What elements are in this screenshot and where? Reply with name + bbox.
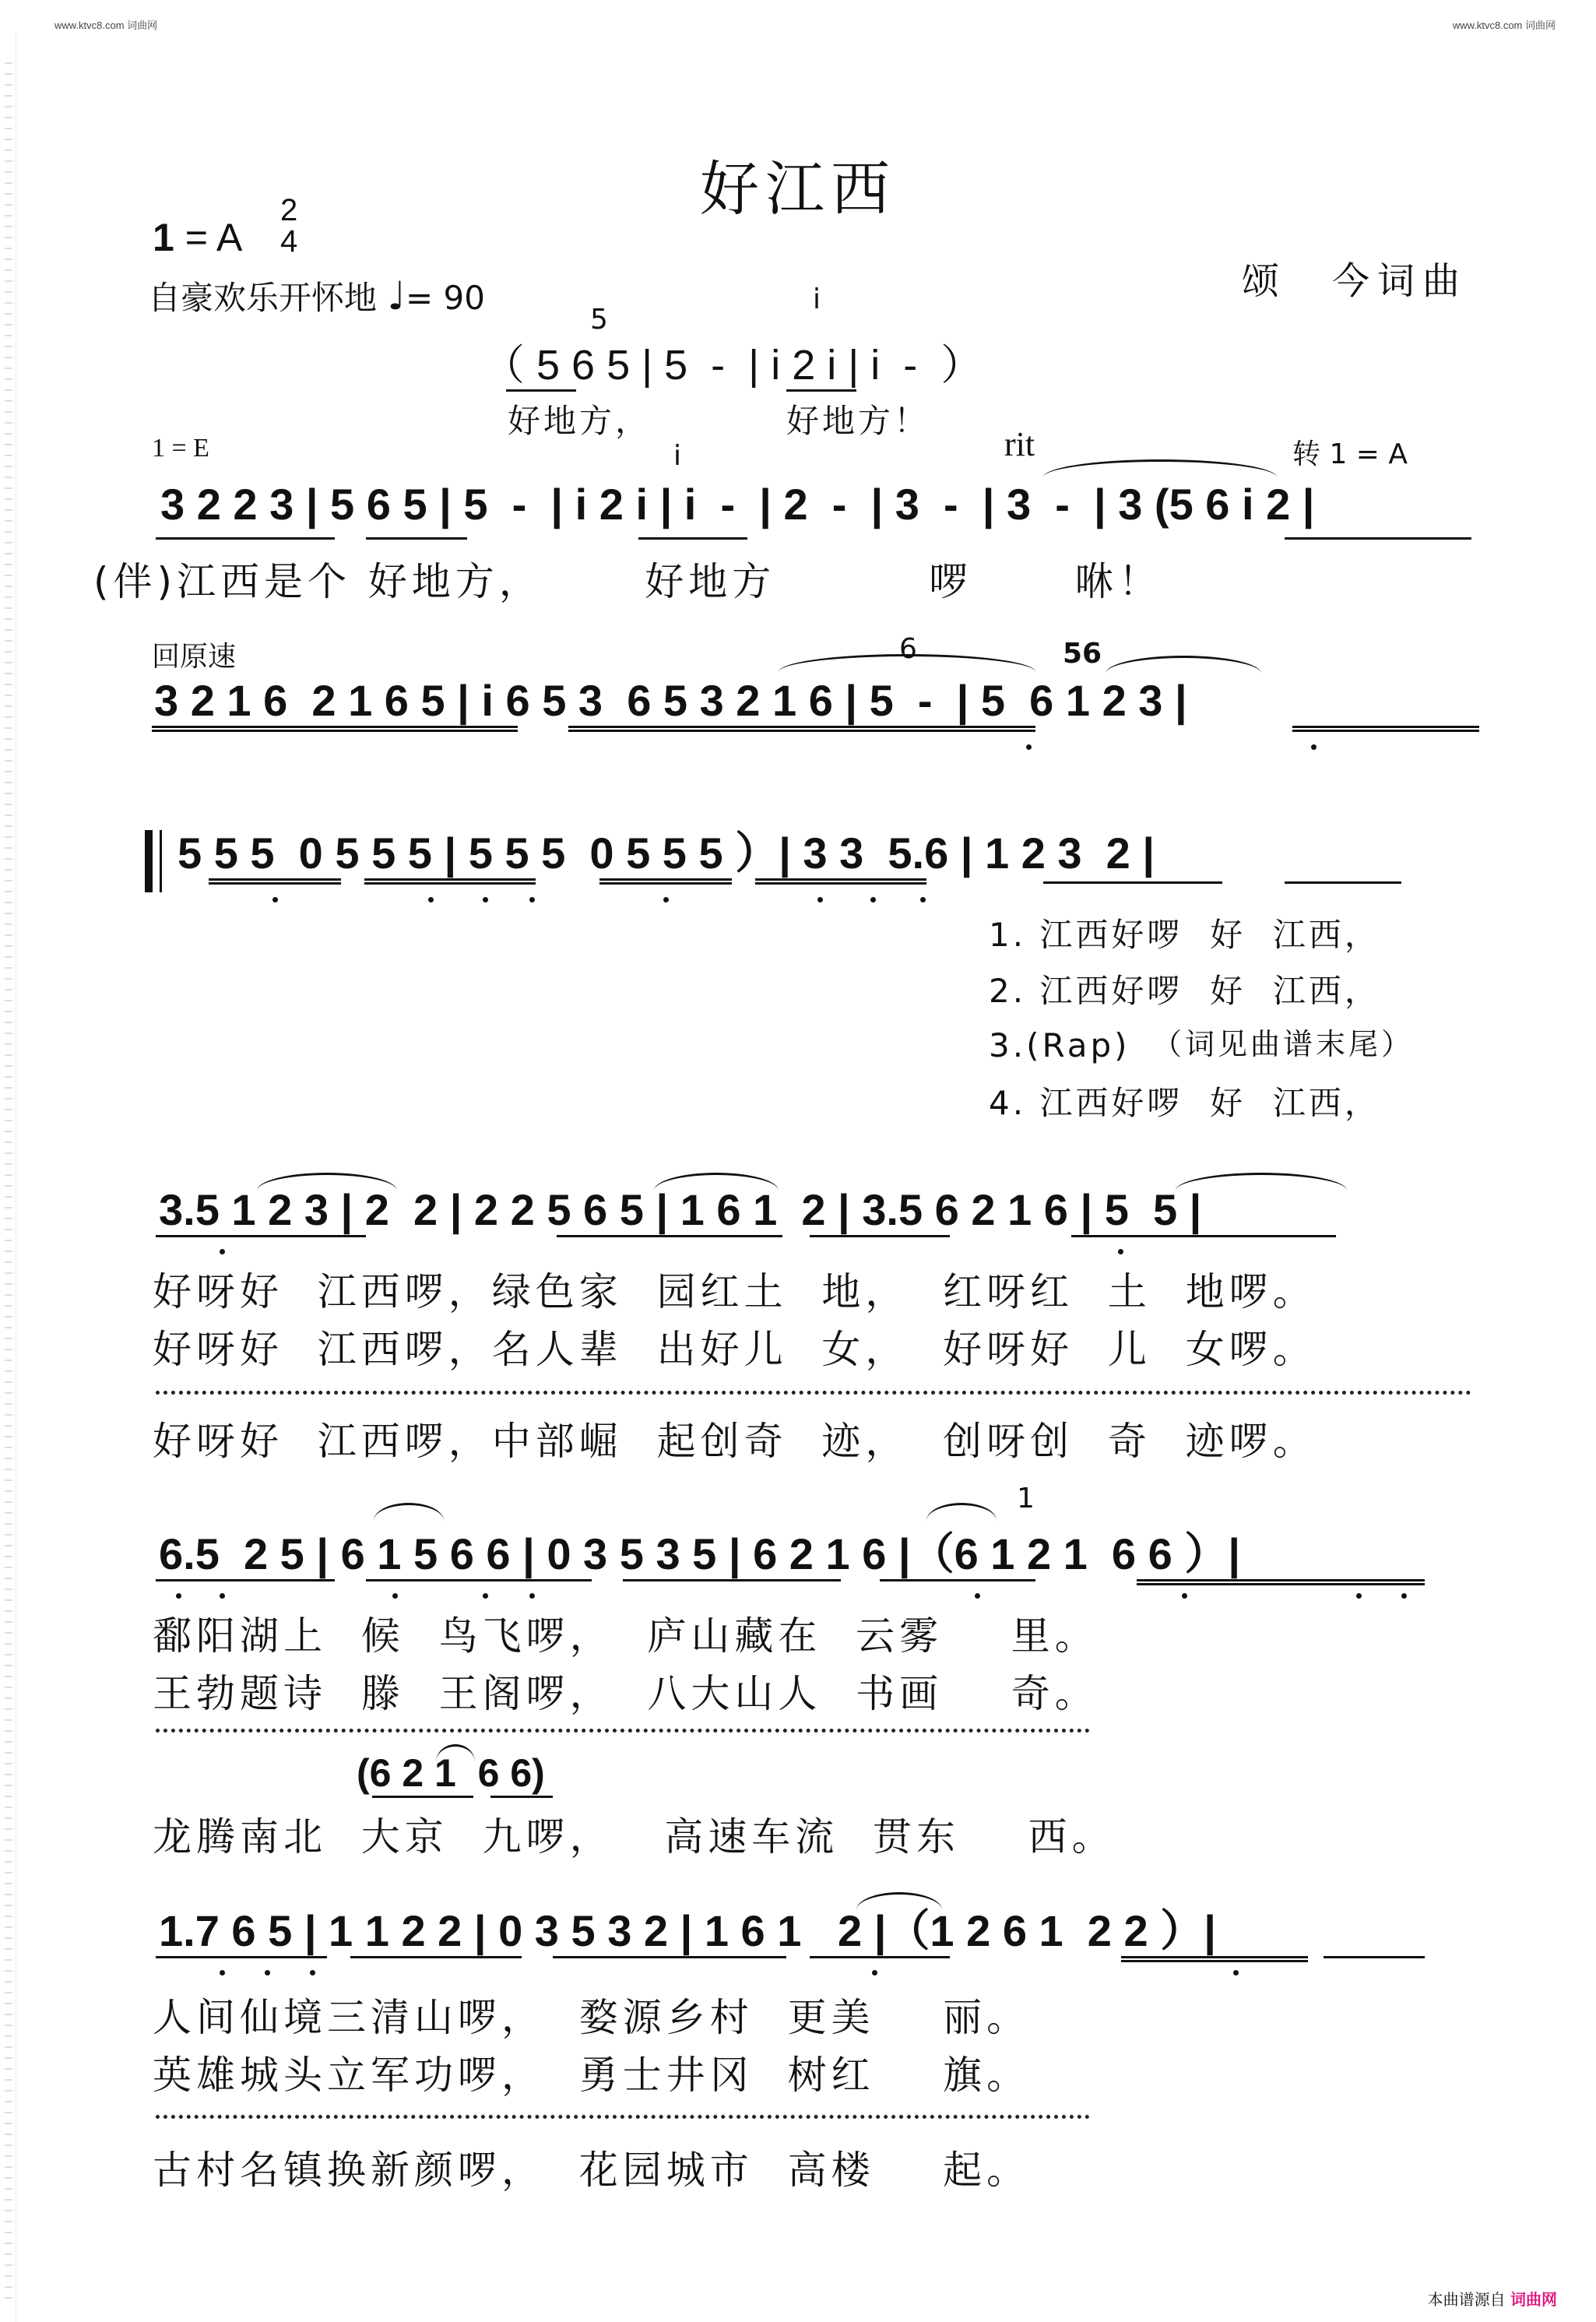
lyric-5-1: 好呀好 江西啰，绿色家 园红土 地， 红呀红 土 地啰。: [153, 1269, 1317, 1314]
low-octave-dot: [1233, 1970, 1239, 1975]
low-octave-dot: [176, 1593, 181, 1599]
low-octave-dot: [310, 1970, 315, 1975]
beam: [810, 1235, 950, 1237]
lyrics-6-1: [0, 1613, 1596, 1663]
low-octave-dot: [529, 897, 535, 902]
low-octave-dot: [975, 1593, 980, 1599]
lyric-7-1: 人间仙境三清山啰， 婺源乡村 更美 丽。: [153, 1995, 1031, 2040]
rap-note: （词见曲谱末尾）: [1152, 1027, 1415, 1061]
notes-line-7: 1.7 6 5 | 1 1 2 2 | 0 3 5 3 2 | 1 6 1 2 |（1 2 6 1 2 2 ）|: [159, 1906, 1216, 1955]
beam: [366, 1579, 592, 1581]
staff-6: [0, 1529, 1596, 1595]
double-beam: [1137, 1579, 1425, 1585]
low-octave-dot: [272, 897, 278, 902]
low-octave-dot: [1311, 744, 1317, 750]
beam: [557, 1235, 782, 1237]
key-change-e: 1 = E: [152, 434, 209, 463]
time-bottom: 4: [280, 224, 298, 259]
site-watermark-left[interactable]: www.ktvc8.com 词曲网: [54, 19, 158, 31]
notes-line-4: 5 5 5 0 5 5 5 | 5 5 5 0 5 5 5 ）| 3 3 5.6 | 1 2 3 2 |: [178, 829, 1155, 878]
verse-3-lyric: 3.(Rap): [989, 1026, 1130, 1064]
tempo-marking: [148, 273, 485, 319]
beam: [553, 1956, 786, 1958]
intro-notes: （ 5 6 5 | 5 - | i 2 i | i - ）: [483, 342, 983, 389]
time-signature: [280, 195, 297, 257]
low-octave-dot: [870, 897, 876, 902]
staff-4: [0, 829, 1596, 894]
beam: [1285, 537, 1471, 540]
notes-line-5: 3.5 1 2 3 | 2 2 | 2 2 5 6 5 | 1 6 1 2 | 3.5 6 2 1 6 | 5 5 |: [159, 1185, 1202, 1234]
site-watermark-right[interactable]: www.ktvc8.com 词曲网: [1452, 19, 1556, 31]
verse-4-lyric: 4. 江西好啰 好 江西，: [989, 1084, 1380, 1122]
lyrics-6-2: [0, 1671, 1596, 1721]
beam: [372, 1796, 473, 1798]
verse-1-lyric: 1. 江西好啰 好 江西，: [989, 916, 1380, 954]
low-octave-dot: [392, 1593, 398, 1599]
verse-1: [0, 916, 1596, 966]
lyrics-5-2: [0, 1327, 1596, 1377]
lyric-7-2: 英雄城头立军功啰， 勇士井冈 树红 旗。: [153, 2053, 1031, 2098]
staff-7: [0, 1906, 1596, 1972]
low-octave-dot: [1026, 744, 1032, 750]
beam: [880, 1579, 1035, 1581]
key-value: = A: [174, 216, 243, 259]
tempo-value: = 90: [405, 279, 485, 317]
lyric-5-2: 好呀好 江西啰，名人辈 出好儿 女， 好呀好 儿 女啰。: [153, 1327, 1317, 1372]
beam: [1043, 881, 1222, 884]
lyric-intro-a: 好地方，: [508, 402, 652, 440]
low-octave-dot: [872, 1970, 877, 1975]
grace-note: 1: [1017, 1483, 1035, 1515]
beam: [786, 389, 856, 392]
beam: [156, 537, 335, 540]
lyrics-line-2: [0, 559, 1596, 609]
double-beam: [364, 878, 536, 885]
staff-2: [0, 480, 1596, 545]
beam: [490, 1796, 553, 1798]
dotted-separator: [156, 2115, 1090, 2119]
rit-marking: rit: [1004, 425, 1035, 463]
beam: [156, 1579, 335, 1581]
lyrics-7-1: [0, 1995, 1596, 2045]
lyric-intro-b: 好地方！: [786, 402, 930, 440]
lyrics-7-3: [0, 2148, 1596, 2197]
beam: [638, 537, 747, 540]
low-octave-dot: [663, 897, 669, 902]
beam: [156, 1956, 327, 1958]
lyric-6-2: 王勃题诗 滕 王阁啰， 八大山人 书画 奇。: [153, 1671, 1099, 1716]
tempo-back-marking: 回原速: [152, 641, 237, 673]
dotted-separator: [156, 1391, 1471, 1395]
low-octave-dot: [1401, 1593, 1407, 1599]
beam: [506, 389, 576, 392]
double-beam: [755, 878, 926, 885]
composer-credit: 颂 今词曲: [1242, 259, 1468, 303]
low-octave-dot: [920, 897, 926, 902]
source-brand-link[interactable]: 词曲网: [1510, 2290, 1557, 2309]
notes-line-6: 6.5 2 5 | 6 1 5 6 6 | 0 3 5 3 5 | 6 2 1 6 |（6 1 2 1 6 6 ）|: [159, 1529, 1241, 1578]
staff-2-markings: [0, 424, 1596, 487]
alt-notes: (6 2 1 6 6): [357, 1751, 545, 1795]
low-octave-dot: [529, 1593, 535, 1599]
low-octave-dot: [220, 1970, 225, 1975]
grace-note: 5: [590, 304, 608, 336]
low-octave-dot: [483, 1593, 488, 1599]
low-octave-dot: [265, 1970, 270, 1975]
beam: [623, 1579, 841, 1581]
lyric-line-2: (伴)江西是个 好地方， 好地方 啰 咻！: [93, 559, 1162, 604]
low-octave-dot: [220, 1593, 225, 1599]
staff-3: [0, 676, 1596, 741]
double-beam: [568, 726, 1035, 732]
key-do: 1: [153, 216, 174, 259]
low-octave-dot: [220, 1249, 225, 1254]
key-signature: [153, 215, 242, 260]
beam: [810, 1956, 950, 1958]
notes-line-2: 3 2 2 3 | 5 6 5 | 5 - | i 2 i | i - | 2 - | 3 - | 3 - | 3 (5 6 i 2 |: [160, 480, 1315, 529]
source-footer[interactable]: [1428, 2287, 1557, 2310]
low-octave-dot: [483, 897, 488, 902]
grace-note-2: i: [813, 283, 821, 315]
lyrics-5-1: [0, 1269, 1596, 1319]
double-beam: [209, 878, 341, 885]
time-top: 2: [280, 193, 298, 227]
notes-line-3: 3 2 1 6 2 1 6 5 | i 6 5 3 6 5 3 2 1 6 | 5 - | 5 6 1 2 3 |: [154, 676, 1187, 725]
verse-2: [0, 972, 1596, 1022]
lyric-5-3: 好呀好 江西啰，中部崛 起创奇 迹， 创呀创 奇 迹啰。: [153, 1419, 1317, 1464]
double-beam: [1292, 726, 1479, 732]
lyrics-7-2: [0, 2053, 1596, 2102]
verse-3: [0, 1026, 1596, 1076]
beam: [1071, 1235, 1336, 1237]
lyric-7-3: 古村名镇换新颜啰， 花园城市 高楼 起。: [153, 2148, 1031, 2193]
grace-note: 56: [1063, 638, 1102, 670]
lyrics-5-3: [0, 1419, 1596, 1469]
low-octave-dot: [817, 897, 823, 902]
quarter-note-icon: ♩: [387, 273, 406, 318]
modulation-marking: 转 1 = A: [1292, 438, 1408, 470]
alt-notes-staff: [0, 1751, 1596, 1816]
low-octave-dot: [1356, 1593, 1362, 1599]
triplet-marking: 6: [899, 633, 917, 665]
lyric-6-3: 龙腾南北 大京 九啰， 高速车流 贯东 西。: [153, 1814, 1116, 1859]
double-beam: [599, 878, 732, 885]
beam: [156, 1235, 366, 1237]
beam: [366, 537, 467, 540]
low-octave-dot: [1182, 1593, 1187, 1599]
beam: [1324, 1956, 1425, 1958]
low-octave-dot: [1118, 1249, 1123, 1254]
staff-5: [0, 1185, 1596, 1251]
verse-4: [0, 1084, 1596, 1134]
double-beam: [1121, 1956, 1308, 1962]
lyrics-6-3: [0, 1814, 1596, 1864]
low-octave-dot: [428, 897, 434, 902]
beam: [350, 1956, 522, 1958]
song-title: 好江西: [700, 154, 896, 223]
beam: [1285, 881, 1401, 884]
lyric-6-1: 鄱阳湖上 候 鸟飞啰， 庐山藏在 云雾 里。: [153, 1613, 1099, 1659]
source-text: 本曲谱源自: [1427, 2290, 1506, 2309]
double-beam: [152, 726, 518, 732]
dotted-separator: [156, 1729, 1090, 1733]
grace-note: i: [673, 440, 682, 472]
verse-2-lyric: 2. 江西好啰 好 江西，: [989, 972, 1380, 1010]
tempo-text: 自豪欢乐开怀地: [148, 279, 378, 317]
